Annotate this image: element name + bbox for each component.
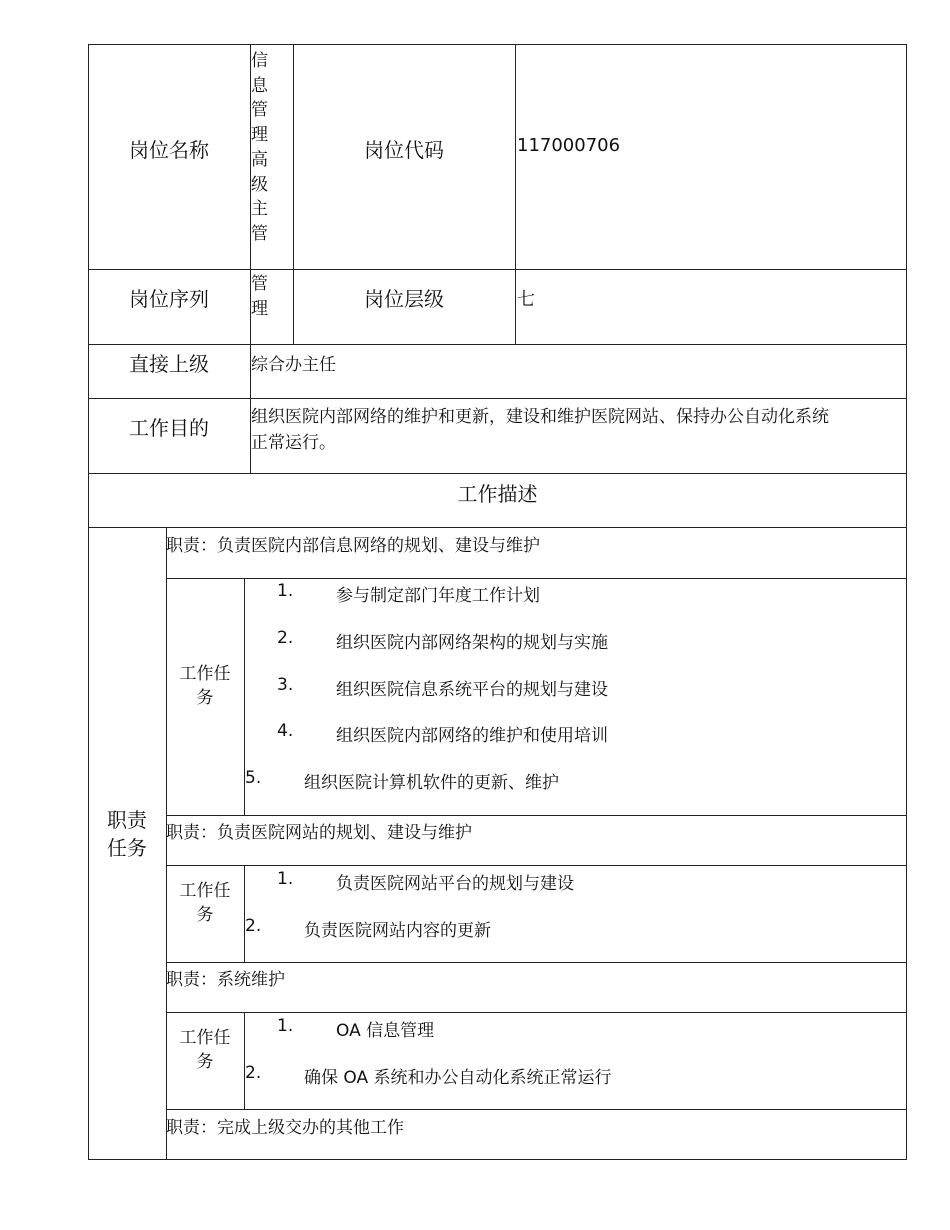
- position-name-label: 岗位名称: [129, 138, 209, 162]
- row-divider: [166, 1012, 907, 1013]
- task-label-2: [166, 879, 244, 927]
- task-label-line-1: 工作任: [179, 1028, 231, 1048]
- row-divider: [166, 578, 907, 579]
- col-divider: [244, 1012, 245, 1109]
- duty-heading-4: 职责：完成上级交办的其他工作: [166, 1118, 404, 1138]
- row-divider: [88, 344, 907, 345]
- task-label-1: [166, 662, 244, 710]
- task-number: 2.: [245, 1063, 262, 1083]
- position-level-value: 七: [517, 289, 535, 310]
- position-sequence-label: 岗位序列: [129, 287, 209, 311]
- task-number: 4.: [277, 721, 294, 741]
- duty-heading-2: 职责：负责医院网站的规划、建设与维护: [166, 823, 472, 843]
- task-text: 参与制定部门年度工作计划: [336, 586, 540, 606]
- position-code-value: 117000706: [517, 135, 621, 156]
- task-text: OA 信息管理: [336, 1021, 435, 1041]
- task-label-line-2: 务: [196, 1052, 214, 1072]
- position-sequence-value: 管理: [251, 274, 268, 319]
- row-divider: [166, 962, 907, 963]
- duty-heading-1: 职责：负责医院内部信息网络的规划、建设与维护: [166, 536, 540, 556]
- row-divider: [88, 527, 907, 528]
- task-number: 1.: [277, 1016, 294, 1036]
- task-label-line-1: 工作任: [179, 664, 231, 684]
- row-divider: [166, 865, 907, 866]
- side-label-line-2: 任务: [107, 836, 147, 860]
- task-number: 1.: [277, 869, 294, 889]
- task-number: 1.: [277, 581, 294, 601]
- task-label-line-1: 工作任: [179, 881, 231, 901]
- table-border-bottom: [88, 1159, 907, 1160]
- col-divider: [244, 865, 245, 962]
- task-number: 2.: [245, 916, 262, 936]
- task-number: 5.: [245, 768, 262, 788]
- duty-task-side-label: [88, 806, 166, 862]
- position-name-value: 信息管理高级主管: [251, 51, 268, 244]
- task-text: 负责医院网站内容的更新: [304, 921, 491, 941]
- work-purpose-label: 工作目的: [129, 416, 209, 440]
- task-text: 组织医院内部网络架构的规划与实施: [336, 633, 608, 653]
- work-description-title: 工作描述: [457, 482, 538, 506]
- duty-heading-3: 职责：系统维护: [166, 970, 285, 990]
- direct-superior-label: 直接上级: [129, 352, 209, 376]
- task-number: 3.: [277, 675, 294, 695]
- row-divider: [88, 398, 907, 399]
- task-label-line-2: 务: [196, 688, 214, 708]
- position-code-label: 岗位代码: [364, 138, 444, 162]
- task-text: 组织医院计算机软件的更新、维护: [304, 773, 559, 793]
- task-text: 负责医院网站平台的规划与建设: [336, 874, 574, 894]
- task-number: 2.: [277, 628, 294, 648]
- row-divider: [88, 473, 907, 474]
- task-label-line-2: 务: [196, 905, 214, 925]
- table-border-top: [88, 44, 907, 45]
- table-border-right: [906, 44, 907, 1160]
- task-text: 组织医院内部网络的维护和使用培训: [336, 726, 608, 746]
- table-border-left: [88, 44, 89, 1160]
- col-divider: [515, 44, 516, 344]
- direct-superior-value: 综合办主任: [251, 355, 336, 375]
- task-text: 组织医院信息系统平台的规划与建设: [336, 680, 608, 700]
- row-divider: [166, 815, 907, 816]
- task-text: 确保 OA 系统和办公自动化系统正常运行: [304, 1068, 612, 1088]
- work-purpose-line-1: 组织医院内部网络的维护和更新，建设和维护医院网站、保持办公自动化系统: [251, 407, 829, 427]
- side-label-line-1: 职责: [107, 808, 147, 832]
- position-level-label: 岗位层级: [364, 287, 444, 311]
- task-label-3: [166, 1026, 244, 1074]
- row-divider: [88, 269, 907, 270]
- row-divider: [166, 1109, 907, 1110]
- work-purpose-line-2: 正常运行。: [251, 433, 336, 453]
